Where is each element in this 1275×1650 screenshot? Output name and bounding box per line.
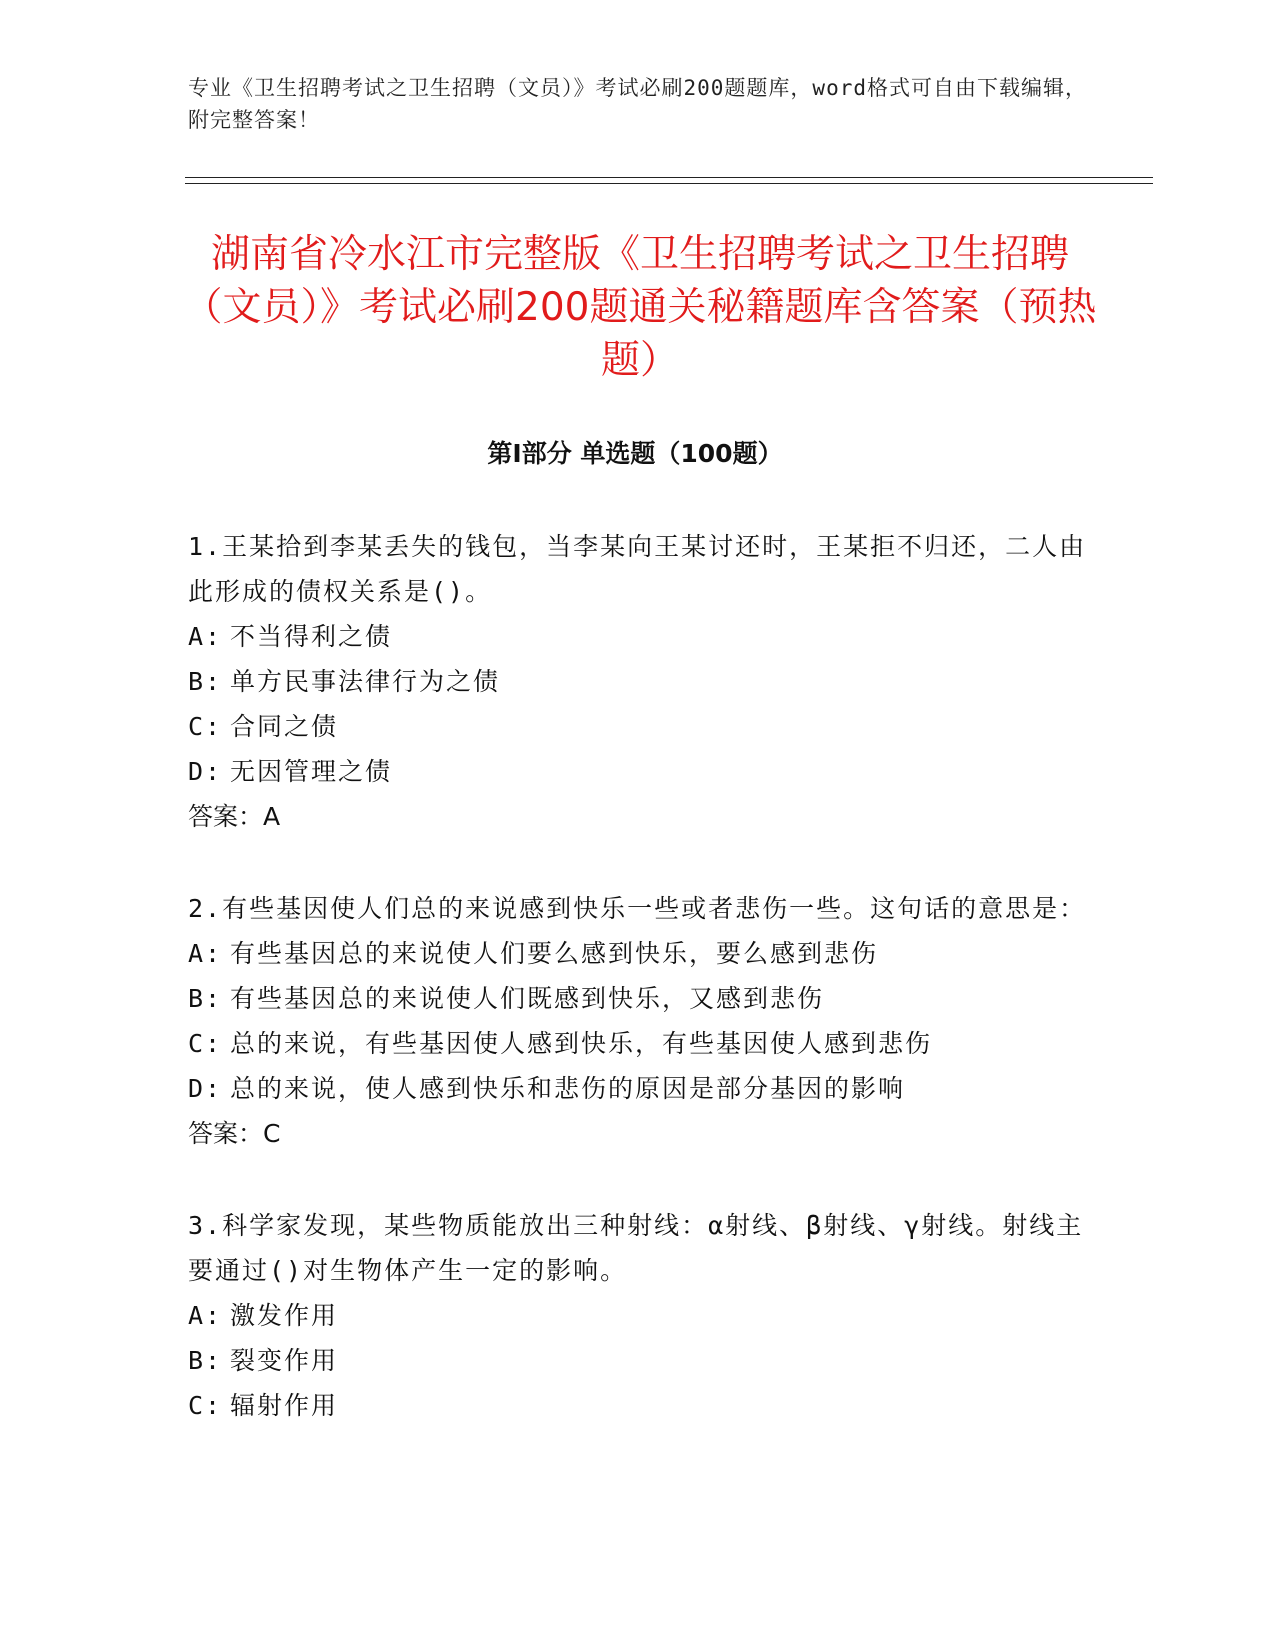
option-key: B: <box>188 984 223 1013</box>
option-b <box>188 1338 1088 1383</box>
option-key: A: <box>188 622 223 651</box>
option-key: C: <box>188 1029 223 1058</box>
option-text: 激发作用 <box>230 1301 339 1330</box>
option-text: 单方民事法律行为之债 <box>230 667 501 696</box>
question-stem: 1.王某拾到李某丢失的钱包，当李某向王某讨还时，王某拒不归还，二人由此形成的债权关系是()。 <box>188 532 1087 606</box>
header-divider <box>185 177 1153 178</box>
option-key: B: <box>188 667 223 696</box>
question-stem: 3.科学家发现，某些物质能放出三种射线：α射线、β射线、γ射线。射线主要通过()对生物体产生一定的影响。 <box>188 1211 1084 1285</box>
option-a <box>188 1293 1088 1338</box>
question-3 <box>188 1203 1088 1428</box>
answer-line: 答案：A <box>188 802 281 831</box>
option-text: 有些基因总的来说使人们要么感到快乐，要么感到悲伤 <box>230 939 879 968</box>
option-text: 总的来说，使人感到快乐和悲伤的原因是部分基因的影响 <box>230 1074 906 1103</box>
option-b <box>188 976 1088 1021</box>
option-text: 无因管理之债 <box>230 757 393 786</box>
question-list <box>188 524 1088 1475</box>
option-a <box>188 931 1088 976</box>
option-key: C: <box>188 1391 223 1420</box>
document-title: 湖南省冷水江市完整版《卫生招聘考试之卫生招聘（文员）》考试必刷200题通关秘籍题库含答案（预热题） <box>183 232 1097 383</box>
option-text: 不当得利之债 <box>230 622 393 651</box>
option-key: B: <box>188 1346 223 1375</box>
question-stem: 2.有些基因使人们总的来说感到快乐一些或者悲伤一些。这句话的意思是： <box>188 894 1087 923</box>
option-text: 总的来说，有些基因使人感到快乐，有些基因使人感到悲伤 <box>230 1029 933 1058</box>
option-key: D: <box>188 757 223 786</box>
option-text: 辐射作用 <box>230 1391 339 1420</box>
option-key: A: <box>188 1301 223 1330</box>
option-a <box>188 614 1088 659</box>
option-c <box>188 1383 1088 1428</box>
option-d <box>188 749 1088 794</box>
question-2 <box>188 886 1088 1156</box>
answer-line: 答案：C <box>188 1119 281 1148</box>
header-note: 专业《卫生招聘考试之卫生招聘（文员）》考试必刷200题题库，word格式可自由下载编辑，附完整答案！ <box>188 76 1087 132</box>
option-text: 合同之债 <box>230 712 339 741</box>
option-text: 有些基因总的来说使人们既感到快乐，又感到悲伤 <box>230 984 825 1013</box>
option-key: D: <box>188 1074 223 1103</box>
option-d <box>188 1066 1088 1111</box>
option-b <box>188 659 1088 704</box>
section-title: 第Ⅰ部分 单选题（100题） <box>487 439 783 468</box>
option-c <box>188 704 1088 749</box>
question-1 <box>188 524 1088 839</box>
header-divider-secondary <box>185 183 1153 184</box>
option-text: 裂变作用 <box>230 1346 339 1375</box>
option-key: C: <box>188 712 223 741</box>
option-key: A: <box>188 939 223 968</box>
option-c <box>188 1021 1088 1066</box>
